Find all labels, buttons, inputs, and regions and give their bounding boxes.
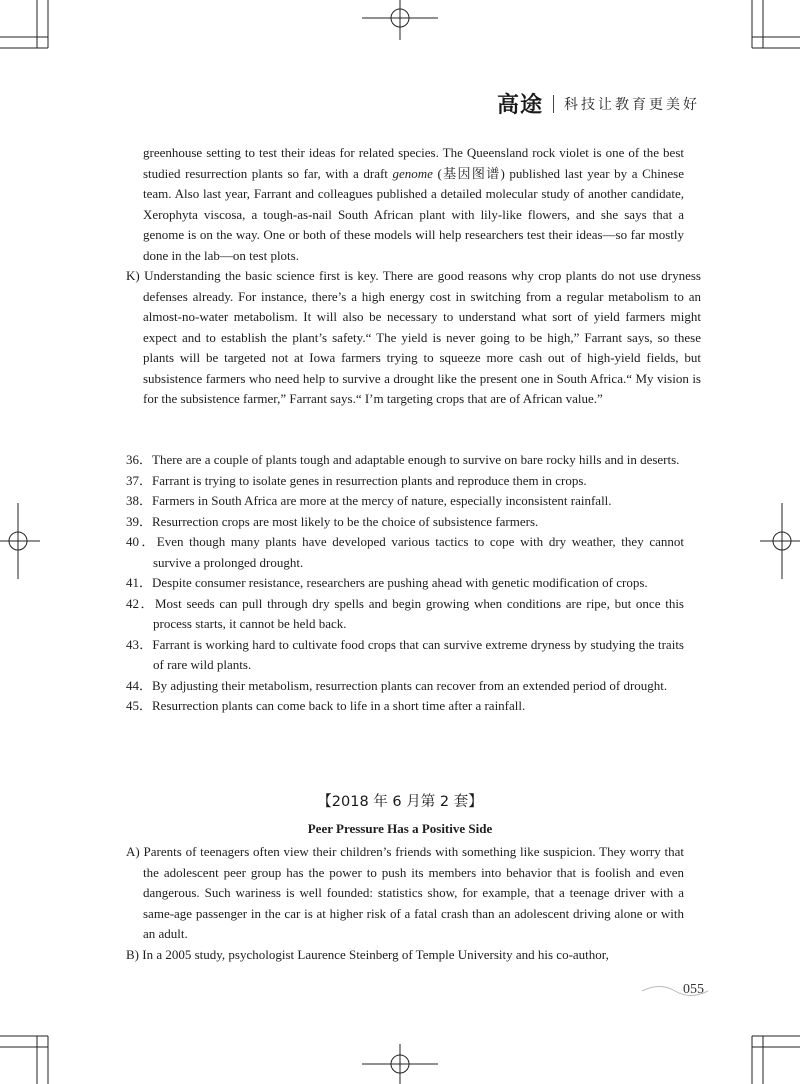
- brand-logo: 高途: [496, 93, 543, 118]
- question-number: 37．: [126, 472, 153, 488]
- paragraph-text: Parents of teenagers often view their children’s friends with something like suspicion. They worry that the adolescent peer group has the power to push its members into behavior that is foolish and even dangerous. Such wariness is well founded: statistics show, for example, that a teenage driver with a same-age passenger in the car is at higher risk of a fatal crash than an adolescent driving alone or with an adult.: [143, 844, 685, 941]
- question-item: [126, 696, 684, 717]
- question-number: 36．: [126, 452, 153, 467]
- question-number: 43．: [126, 636, 153, 652]
- question-number: 42．: [126, 595, 155, 611]
- genome-term: genome: [392, 165, 433, 181]
- question-text: Most seeds can pull through dry spells and begin growing when conditions are ripe, but once this process starts, it cannot be held back.: [153, 595, 684, 631]
- passage-text-part1: greenhouse setting to test their ideas for related species. The Queensland rock violet is one of the best studied resurrection plants so far, with a draft: [143, 145, 684, 181]
- page-number: 055: [683, 982, 704, 997]
- question-item: [126, 450, 684, 471]
- question-list: [126, 450, 684, 717]
- question-item: [126, 491, 684, 512]
- question-text: Despite consumer resistance, researchers are pushing ahead with genetic modification of crops.: [152, 575, 648, 590]
- question-text: Resurrection crops are most likely to be the choice of subsistence farmers.: [152, 513, 539, 529]
- question-number: 39．: [126, 513, 153, 529]
- question-item: [126, 573, 684, 594]
- question-number: 38．: [126, 493, 153, 508]
- question-item: [126, 471, 684, 492]
- question-item: [126, 532, 684, 573]
- question-text: Farmers in South Africa are more at the mercy of nature, especially inconsistent rainfall.: [152, 493, 612, 508]
- section-title: 【2018 年 6 月第 2 套】: [317, 794, 483, 810]
- question-number: 44．: [126, 677, 153, 693]
- article-title: Peer Pressure Has a Positive Side: [307, 821, 493, 836]
- question-text: Farrant is trying to isolate genes in resurrection plants and reproduce them in crops.: [152, 472, 587, 488]
- question-text: Farrant is working hard to cultivate food crops that can survive extreme dryness by studying the traits of rare wild plants.: [152, 636, 684, 672]
- page-header: [497, 88, 700, 119]
- question-text: By adjusting their metabolism, resurrection plants can recover from an extended period of drought.: [152, 677, 668, 693]
- question-text: There are a couple of plants tough and adaptable enough to survive on bare rocky hills and in deserts.: [152, 452, 680, 467]
- question-text: Resurrection plants can come back to life in a short time after a rainfall.: [152, 698, 526, 713]
- paragraph-label: K): [126, 268, 140, 283]
- question-number: 40．: [126, 534, 157, 549]
- question-item: [126, 676, 684, 697]
- question-number: 45．: [126, 698, 153, 713]
- paragraph-label: A): [126, 844, 140, 859]
- article-body: [126, 842, 684, 965]
- paragraph-k: [126, 266, 701, 410]
- paragraph-text: In a 2005 study, psychologist Laurence Steinberg of Temple University and his co-author,: [142, 946, 609, 962]
- brand-slogan: 科技让教育更美好: [564, 96, 700, 113]
- question-text: Even though many plants have developed various tactics to cope with dry weather, they cannot survive a prolonged drought.: [153, 534, 684, 570]
- paragraph-label: B): [126, 946, 139, 962]
- passage-continued: [126, 143, 684, 266]
- question-item: [126, 512, 684, 533]
- paragraph-text: Understanding the basic science first is key. There are good reasons why crop plants do not use dryness defenses already. For instance, there’s a high energy cost in switching from a regular metabolism to an almost-no-water metabolism. It will also be necessary to understand what sort of yield farmers might expect and to establish the plant’s safety.“ The yield is never going to be high,” Farrant says, so these plants will be targeted not at Iowa farmers trying to squeeze more cash out of high-yield fields, but subsistence farmers who need help to survive a drought like the present one in South Africa.“ My vision is for the subsistence farmer,” Farrant says.“ I’m targeting crops that are of African value.”: [143, 268, 701, 406]
- article-paragraph: [126, 842, 684, 945]
- question-item: [126, 594, 684, 635]
- header-divider: [553, 95, 554, 113]
- passage-text-part2: (基因图谱) published last year by a Chinese team. Also last year, Farrant and colleagues published a detailed molecular study of another candidate, Xerophyta viscosa, a tough-as-nail South African plant with lily-like flowers, and she says that a genome is on the way. One or both of these models will help researchers test their ideas—so far mostly done in the lab—on test plots.: [143, 165, 684, 263]
- question-number: 41．: [126, 575, 153, 590]
- article-paragraph: [126, 945, 684, 966]
- question-item: [126, 635, 684, 676]
